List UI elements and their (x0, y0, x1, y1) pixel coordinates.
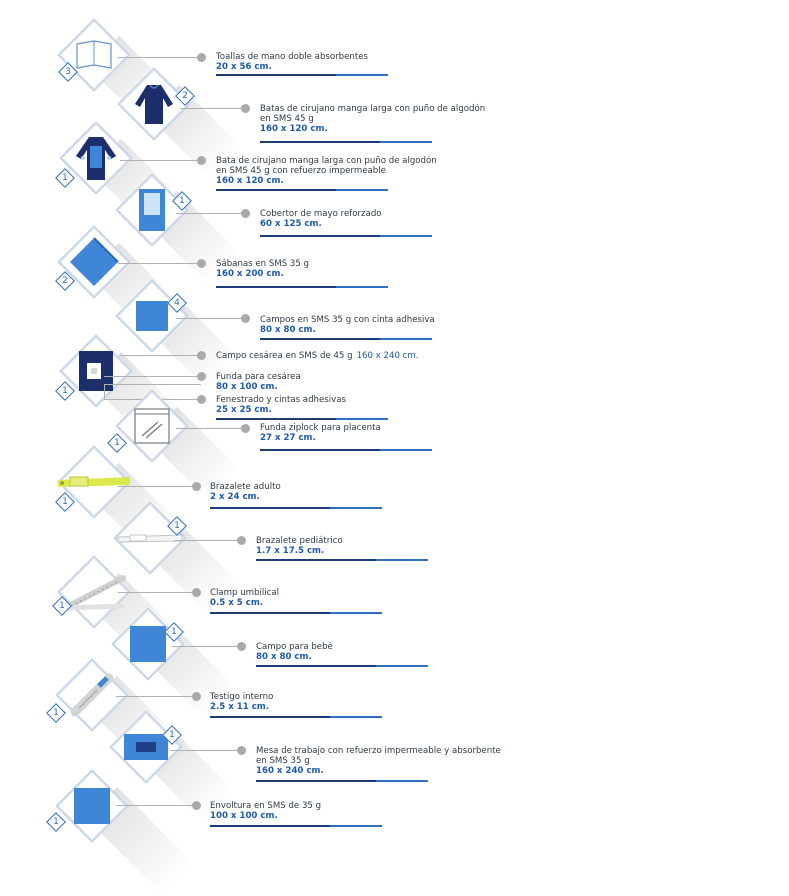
quantity-value: 1 (62, 497, 68, 507)
product-label (260, 104, 485, 134)
connector-dot (237, 746, 246, 755)
ziplock-bag-icon (132, 406, 172, 450)
quantity-value: 1 (53, 817, 59, 827)
quantity-badge (46, 812, 66, 832)
size-underline (260, 141, 432, 143)
product-label (256, 536, 343, 556)
product-name: Bata de cirujano manga larga con puño de algodón en SMS 45 g con refuerzo impermeable (216, 156, 437, 176)
connector-line (118, 486, 196, 487)
product-size: 27 x 27 cm. (260, 433, 316, 443)
underline-dark (216, 286, 336, 288)
product-label (216, 351, 419, 361)
underline-accent (330, 825, 382, 827)
connector-line (104, 376, 201, 377)
drape-icon (134, 299, 170, 337)
connector-dot (192, 692, 201, 701)
product-size: 160 x 120 cm. (260, 124, 328, 134)
underline-accent (376, 665, 428, 667)
connector-line (118, 592, 196, 593)
underline-dark (216, 418, 336, 420)
product-name: Testigo interno (210, 692, 274, 702)
quantity-value: 1 (62, 173, 68, 183)
product-size: 25 x 25 cm. (216, 405, 272, 415)
connector-line (118, 57, 201, 58)
connector-dot (241, 424, 250, 433)
underline-accent (380, 141, 432, 143)
quantity-value: 3 (65, 67, 71, 77)
underline-dark (260, 141, 380, 143)
indicator-strip-icon (69, 672, 115, 722)
product-label (260, 209, 382, 229)
connector-dot (197, 372, 206, 381)
quantity-value: 2 (62, 276, 68, 286)
size-underline (216, 189, 388, 191)
product-size: 1.7 x 17.5 cm. (256, 546, 325, 556)
quantity-value: 4 (174, 298, 180, 308)
product-label (260, 315, 435, 335)
connector-line (170, 750, 241, 751)
size-underline (256, 665, 428, 667)
product-size: 20 x 56 cm. (216, 62, 272, 72)
product-name: Envoltura en SMS de 35 g (210, 801, 322, 811)
quantity-badge (46, 703, 66, 723)
underline-dark (260, 235, 380, 237)
reinforced-gown-icon (73, 134, 119, 186)
underline-accent (380, 449, 432, 451)
connector-dot (192, 482, 201, 491)
underline-dark (256, 559, 376, 561)
connector-dot (241, 209, 250, 218)
quantity-value: 1 (114, 438, 120, 448)
product-size: 160 x 120 cm. (216, 176, 284, 186)
product-label (216, 372, 301, 392)
connector-line (176, 318, 245, 319)
connector-line (116, 696, 196, 697)
connector-dot (197, 53, 206, 62)
underline-dark (260, 449, 380, 451)
product-name: Mesa de trabajo con refuerzo impermeable y absorbente en SMS 35 g (256, 746, 501, 766)
connector-line (118, 263, 201, 264)
connector-dot (197, 259, 206, 268)
umbilical-clamp-icon (61, 570, 127, 618)
baby-drape-icon (128, 624, 168, 668)
size-underline (216, 286, 388, 288)
connector-line (104, 384, 105, 399)
underline-dark (216, 189, 336, 191)
size-underline (216, 418, 388, 420)
product-size: 80 x 80 cm. (260, 325, 316, 335)
product-label (210, 588, 279, 608)
work-table-cover-icon (122, 732, 170, 766)
underline-dark (256, 780, 376, 782)
quantity-value: 1 (169, 730, 175, 740)
product-label (216, 156, 437, 186)
size-underline (216, 74, 388, 76)
connector-line (116, 805, 196, 806)
product-label (216, 259, 309, 279)
product-label (210, 482, 281, 502)
product-name: Fenestrado y cintas adhesivas (216, 395, 346, 405)
product-name: Brazalete adulto (210, 482, 281, 492)
product-size: 160 x 240 cm. (256, 766, 324, 776)
connector-dot (192, 801, 201, 810)
product-name: Campo para bebé (256, 642, 333, 652)
underline-dark (256, 665, 376, 667)
connector-dot (197, 156, 206, 165)
quantity-value: 2 (182, 91, 188, 101)
product-label (216, 395, 346, 415)
connector-line (174, 540, 241, 541)
underline-accent (330, 507, 382, 509)
underline-accent (336, 189, 388, 191)
quantity-value: 1 (59, 601, 65, 611)
product-label (210, 801, 321, 821)
underline-dark (210, 612, 330, 614)
underline-dark (210, 507, 330, 509)
connector-dot (197, 351, 206, 360)
connector-line (176, 213, 245, 214)
size-underline (256, 559, 428, 561)
product-label (256, 642, 333, 662)
product-name: Funda para cesárea (216, 372, 301, 382)
underline-accent (380, 235, 432, 237)
cesarean-drape-icon (77, 349, 115, 397)
product-label (210, 692, 273, 712)
adult-bracelet-icon (56, 471, 132, 497)
product-name: Toallas de mano doble absorbentes (216, 52, 368, 62)
connector-dot (237, 642, 246, 651)
product-name: Brazalete pediátrico (256, 536, 343, 546)
size-underline (256, 780, 428, 782)
product-label (260, 423, 381, 443)
product-size: 2.5 x 11 cm. (210, 702, 270, 712)
gown-icon (131, 82, 177, 130)
wrap-icon (72, 786, 112, 830)
connector-dot (241, 104, 250, 113)
mayo-cover-icon (137, 187, 167, 237)
connector-line (180, 108, 245, 109)
product-name: Sábanas en SMS 35 g (216, 259, 310, 269)
connector-dot (241, 314, 250, 323)
product-name: Batas de cirujano manga larga con puño de algodón en SMS 45 g (260, 104, 486, 124)
product-name: Campos en SMS 35 g con cinta adhesiva (260, 315, 435, 325)
connector-line (176, 428, 245, 429)
product-name: Clamp umbilical (210, 588, 280, 598)
size-underline (260, 449, 432, 451)
connector-line (104, 384, 201, 385)
underline-dark (210, 716, 330, 718)
product-size: 80 x 100 cm. (216, 382, 278, 392)
size-underline (210, 507, 382, 509)
connector-line (120, 355, 201, 356)
quantity-value: 1 (62, 386, 68, 396)
quantity-value: 1 (174, 521, 180, 531)
underline-dark (216, 74, 336, 76)
product-size: 160 x 240 cm. (356, 351, 419, 361)
product-name: Funda ziplock para placenta (260, 423, 381, 433)
towel-icon (74, 38, 114, 76)
product-size: 160 x 200 cm. (216, 269, 284, 279)
underline-accent (376, 559, 428, 561)
product-size: 60 x 125 cm. (260, 219, 322, 229)
underline-accent (330, 716, 382, 718)
sheet-icon (66, 234, 122, 294)
underline-accent (336, 418, 388, 420)
underline-accent (336, 286, 388, 288)
product-size: 0.5 x 5 cm. (210, 598, 264, 608)
quantity-value: 1 (179, 196, 185, 206)
connector-dot (197, 395, 206, 404)
size-underline (260, 235, 432, 237)
underline-dark (210, 825, 330, 827)
underline-accent (330, 612, 382, 614)
connector-line (120, 160, 201, 161)
product-label (216, 52, 368, 72)
product-label (256, 746, 501, 776)
product-size: 100 x 100 cm. (210, 811, 278, 821)
product-size: 80 x 80 cm. (256, 652, 312, 662)
size-underline (210, 716, 382, 718)
product-name: Cobertor de mayo reforzado (260, 209, 382, 219)
connector-dot (237, 536, 246, 545)
quantity-value: 1 (171, 627, 177, 637)
product-name: Campo cesárea en SMS de 45 g (216, 351, 353, 361)
product-size: 2 x 24 cm. (210, 492, 260, 502)
quantity-value: 1 (53, 708, 59, 718)
connector-dot (192, 588, 201, 597)
underline-dark (260, 338, 380, 340)
size-underline (210, 825, 382, 827)
quantity-badge (107, 433, 127, 453)
underline-accent (336, 74, 388, 76)
underline-accent (380, 338, 432, 340)
size-underline (210, 612, 382, 614)
connector-line (172, 646, 241, 647)
underline-accent (376, 780, 428, 782)
size-underline (260, 338, 432, 340)
